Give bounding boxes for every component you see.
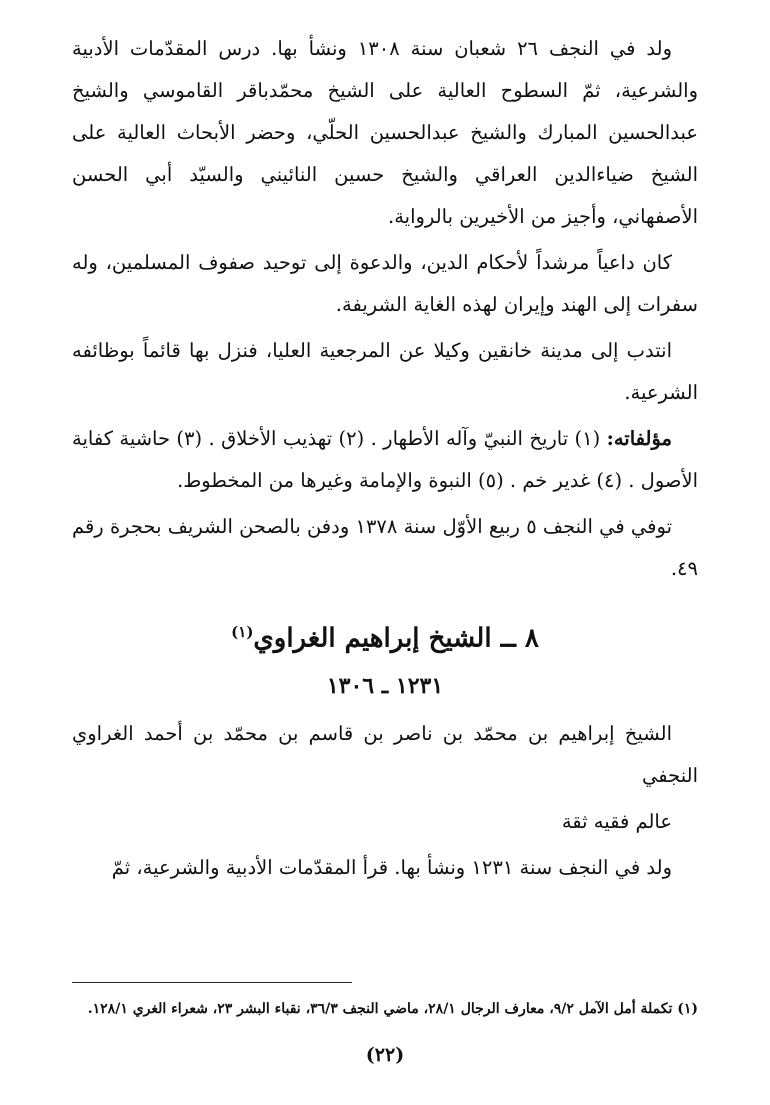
- biography-paragraph: ولد في النجف ٢٦ شعبان سنة ١٣٠٨ ونشأ بها. درس المقدّمات الأدبية والشرعية، ثمّ السطوح العالية على الشيخ محمّدباقر القاموسي والشيخ عبدالحسين المبارك والشيخ عبدالحسين الحلّي، وحضر الأبحاث العالية على الشيخ ضياءالدين العراقي والشيخ حسين النائيني والسيّد أبي الحسن الأصفهاني، وأجيز من الأخيرين بالرواية.: [72, 37, 698, 228]
- page-content: [72, 28, 698, 893]
- footnote-text: (١) تكملة أمل الآمل ٩/٢، معارف الرجال ٢٨/١، ماضي النجف ٣٦/٣، نقباء البشر ٢٣، شعراء الغري ١٢٨/١.: [87, 1001, 698, 1017]
- works-label: مؤلفاته:: [606, 427, 672, 450]
- works-list: (١) تاريخ النبيّ وآله الأطهار . (٢) تهذيب الأخلاق . (٣) حاشية كفاية الأصول . (٤) غدير خم . (٥) النبوة والإمامة وغيرها من المخطوط.: [72, 427, 698, 492]
- section-heading-text: ٨ ــ الشيخ إبراهيم الغراوي: [253, 623, 539, 654]
- lineage-paragraph: الشيخ إبراهيم بن محمّد بن ناصر بن قاسم بن محمّد بن أحمد الغراوي النجفي: [72, 721, 698, 787]
- section-dates: ١٢٣١ ـ ١٣٠٦: [326, 672, 444, 699]
- footnote-marker: (١): [231, 623, 254, 641]
- biography-paragraph: كان داعياً مرشداً لأحكام الدين، والدعوة إلى توحيد صفوف المسلمين، وله سفرات إلى الهند وإيران لهذه الغاية الشريفة.: [72, 251, 698, 316]
- biography-paragraph: ولد في النجف سنة ١٢٣١ ونشأ بها. قرأ المقدّمات الأدبية والشرعية، ثمّ: [111, 855, 672, 879]
- death-paragraph: توفي في النجف ٥ ربيع الأوّل سنة ١٣٧٨ ودفن بالصحن الشريف بحجرة رقم ٤٩.: [72, 515, 698, 580]
- description-paragraph: عالم فقيه ثقة: [561, 809, 672, 833]
- section-heading: [72, 610, 698, 661]
- biography-paragraph: انتدب إلى مدينة خانقين وكيلا عن المرجعية العليا، فنزل بها قائماً بوظائفه الشرعية.: [72, 339, 698, 404]
- footnote-divider: [72, 982, 352, 983]
- page-number: (٢٢): [365, 1044, 405, 1066]
- works-paragraph: [72, 418, 698, 502]
